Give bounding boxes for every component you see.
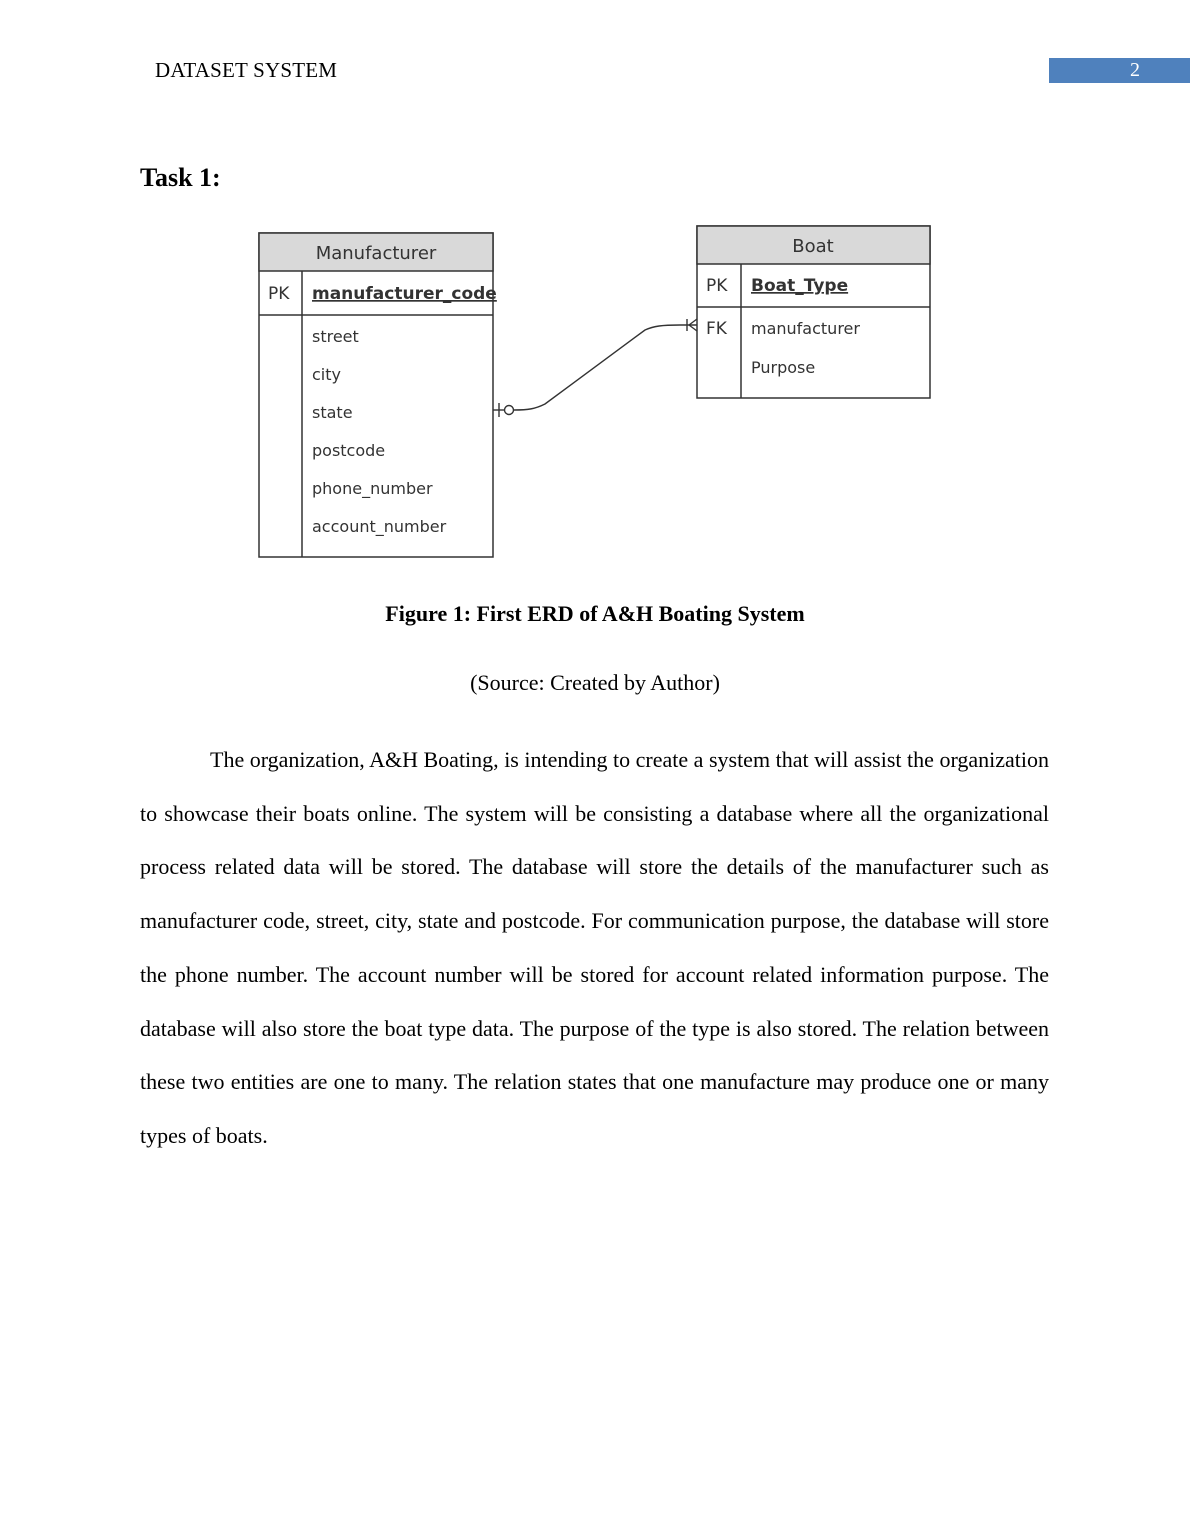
section-heading: Task 1:	[140, 163, 221, 192]
manufacturer-entity	[259, 233, 497, 557]
figure-source: (Source: Created by Author)	[470, 670, 720, 695]
manufacturer-attribute: street	[312, 327, 359, 346]
boat-pk-label: PK	[706, 276, 728, 296]
boat-entity	[697, 226, 930, 398]
manufacturer-attribute: state	[312, 403, 353, 422]
figure-caption: Figure 1: First ERD of A&H Boating System	[385, 601, 805, 626]
manufacturer-pk-label: PK	[268, 284, 290, 304]
boat-title: Boat	[792, 236, 834, 257]
manufacturer-attribute: phone_number	[312, 479, 433, 498]
relationship-line	[493, 319, 697, 417]
manufacturer-pk-field: manufacturer_code	[312, 284, 497, 304]
boat-pk-field: Boat_Type	[751, 276, 849, 296]
boat-fk-label: FK	[706, 319, 727, 339]
manufacturer-attribute: postcode	[312, 441, 386, 460]
manufacturer-attribute: account_number	[312, 517, 447, 536]
page-number: 2	[1049, 58, 1190, 83]
body-paragraph: The organization, A&H Boating, is intending to create a system that will assist the organization to showcase their boats online. The system will be consisting a database where all the organizational process related data will be stored. The database will store the details of the manufacturer such as manufacturer code, street, city, state and postcode. For communication purpose, the database will store the phone number. The account number will be stored for account related information purpose. The database will also store the boat type data. The purpose of the type is also stored. The relation between these two entities are one to many. The relation states that one manufacture may produce one or many types of boats.	[140, 747, 1049, 1148]
boat-attribute: Purpose	[751, 358, 816, 377]
manufacturer-title: Manufacturer	[315, 243, 437, 264]
boat-attribute: manufacturer	[751, 319, 860, 338]
erd-diagram	[250, 218, 950, 568]
running-head: DATASET SYSTEM	[155, 58, 338, 82]
manufacturer-attribute: city	[312, 365, 341, 384]
